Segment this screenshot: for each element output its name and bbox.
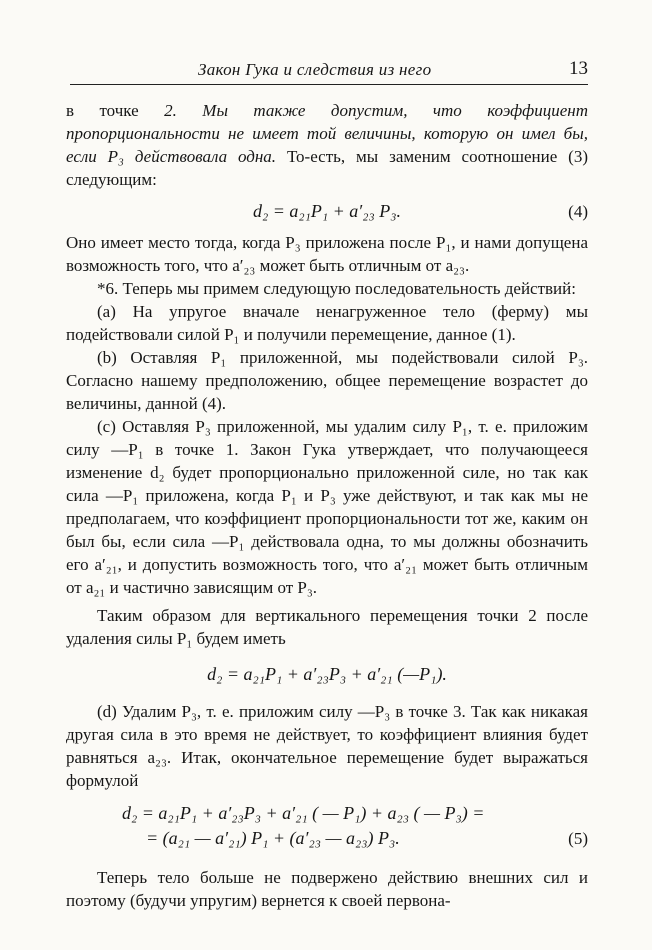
equation-5 — [66, 798, 588, 856]
paragraph-1-italic: 2. Мы также допустим, что коэффициент пропорциональности не имеет той величины, которую он имел бы, если P₃ действовала одна. — [66, 101, 588, 166]
equation-mid — [66, 650, 588, 700]
paragraph-vertical-displacement: Таким образом для вертикального перемещения точки 2 после удаления силы P₁ будем иметь — [66, 606, 588, 648]
equation-5-line-1: d₂ = a₂₁P₁ + a′₂₃P₃ + a′₂₁ ( — P₁) + a₂₃ ( — P₃) = — [122, 803, 485, 823]
paragraph-1 — [66, 99, 588, 191]
equation-4-formula: d₂ = a₂₁P₁ + a′₂₃ P₃. — [252, 201, 402, 221]
equation-4-number: (4) — [568, 202, 588, 221]
step-d: (d) Удалим P₃, т. е. приложим силу —P₃ в точке 3. Так как никакая другая сила в это время не действует, то коэффициент влияния будет равняться a₂₃. Итак, окончательное перемещение будет выражаться формулой — [66, 702, 588, 790]
equation-5-line-2: = (a₂₁ — a′₂₁) P₁ + (a′₂₃ — a₂₃) P₃. — [146, 828, 400, 848]
page-body — [66, 99, 588, 912]
paragraph-final: Теперь тело больше не подвержено действию внешних сил и поэтому (будучи упругим) вернется к своей первона- — [66, 868, 588, 910]
paragraph-1-end: То-есть, мы заменим соотношение (3) следующим: — [66, 147, 588, 189]
page-number: 13 — [569, 58, 588, 79]
step-b: (b) Оставляя P₁ приложенной, мы подействовали силой P₃. Согласно нашему предположению, общее перемещение возрастет до величины, данной (4). — [66, 348, 588, 413]
running-title: Закон Гука и следствия из него — [198, 60, 432, 79]
paragraph-1-start: в точке — [66, 101, 165, 120]
running-header — [70, 58, 588, 85]
paragraph-2: Оно имеет место тогда, когда P₃ приложена после P₁, и нами допущена возможность того, что a′₂₃ может быть отличным от a₂₃. — [66, 233, 588, 275]
equation-5-number: (5) — [568, 829, 588, 848]
section-6-intro: *6. Теперь мы примем следующую последовательность действий: — [97, 279, 576, 298]
step-c: (c) Оставляя P₃ приложенной, мы удалим силу P₁, т. е. приложим силу —P₁ в точке 1. Закон Гука утверждает, что получающееся изменение d₂ будет пропорционально приложенной силе, но так как сила —P₁ приложена, когда P₁ и P₃ уже действуют, и так как мы не предполагаем, что коэффициент пропорциональности тот же, каким он был бы, если сила —P₁ действовала одна, то мы должны обозначить его a′₂₁, и допустить возможность того, что a′₂₁ может быть отличным от a₂₁ и частично зависящим от P₃. — [66, 417, 588, 597]
equation-mid-formula: d₂ = a₂₁P₁ + a′₂₃P₃ + a′₂₁ (—P₁). — [207, 664, 447, 684]
equation-4 — [66, 191, 588, 231]
step-a: (a) На упругое вначале ненагруженное тело (ферму) мы подействовали силой P₁ и получили перемещение, данное (1). — [66, 302, 588, 344]
